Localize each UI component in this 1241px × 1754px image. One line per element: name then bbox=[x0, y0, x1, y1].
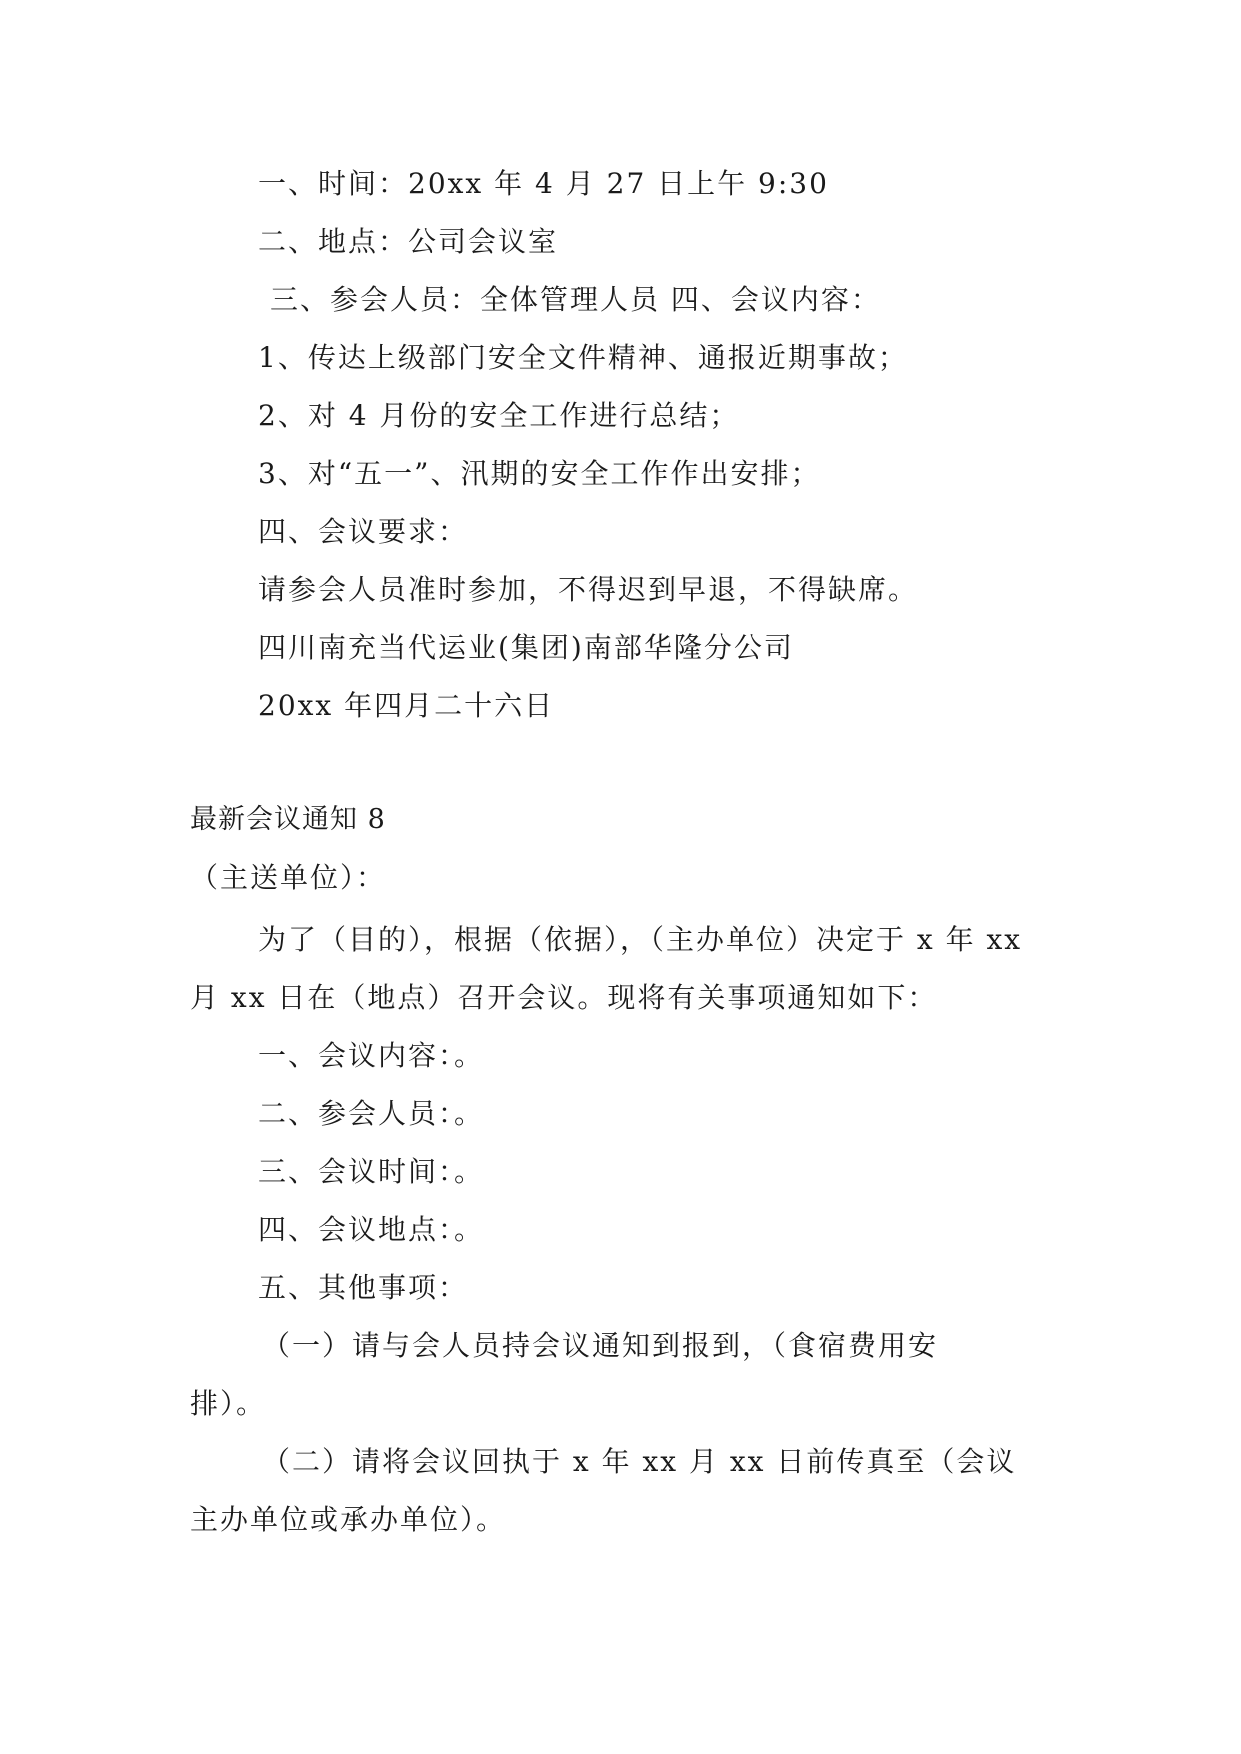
issuer-name: 四川南充当代运业(集团)南部华隆分公司 bbox=[258, 631, 794, 664]
content-item-3: 3、对“五一”、汛期的安全工作作出安排； bbox=[258, 457, 821, 490]
recipient-line: （主送单位）： bbox=[190, 861, 387, 894]
attendees-line: 三、参会人员：全体管理人员 四、会议内容： bbox=[270, 283, 881, 316]
sub-item-1-line-1: （一）请与会人员持会议通知到报到，（食宿费用安 bbox=[262, 1329, 939, 1362]
requirements-text: 请参会人员准时参加，不得迟到早退，不得缺席。 bbox=[258, 573, 919, 606]
content-item-2: 2、对 4 月份的安全工作进行总结； bbox=[258, 399, 740, 432]
item-content: 一、会议内容：。 bbox=[258, 1039, 485, 1072]
item-attendees: 二、参会人员：。 bbox=[258, 1097, 485, 1130]
intro-paragraph-line-1: 为了（目的），根据（依据），（主办单位）决定于 x 年 xx bbox=[258, 923, 1023, 956]
time-line: 一、时间：20xx 年 4 月 27 日上午 9:30 bbox=[258, 167, 829, 200]
item-other: 五、其他事项： bbox=[258, 1271, 469, 1304]
sub-item-2-line-1: （二）请将会议回执于 x 年 xx 月 xx 日前传真至（会议 bbox=[262, 1445, 1017, 1478]
requirements-heading: 四、会议要求： bbox=[258, 515, 469, 548]
section-title: 最新会议通知 8 bbox=[190, 804, 386, 835]
sub-item-2-line-2: 主办单位或承办单位）。 bbox=[190, 1503, 507, 1536]
intro-paragraph-line-2: 月 xx 日在（地点）召开会议。现将有关事项通知如下： bbox=[190, 981, 938, 1014]
item-time: 三、会议时间：。 bbox=[258, 1155, 485, 1188]
issue-date: 20xx 年四月二十六日 bbox=[258, 689, 555, 722]
content-item-1: 1、传达上级部门安全文件精神、通报近期事故； bbox=[258, 341, 908, 374]
sub-item-1-line-2: 排）。 bbox=[190, 1387, 267, 1420]
item-location: 四、会议地点：。 bbox=[258, 1213, 485, 1246]
location-line: 二、地点：公司会议室 bbox=[258, 225, 559, 258]
